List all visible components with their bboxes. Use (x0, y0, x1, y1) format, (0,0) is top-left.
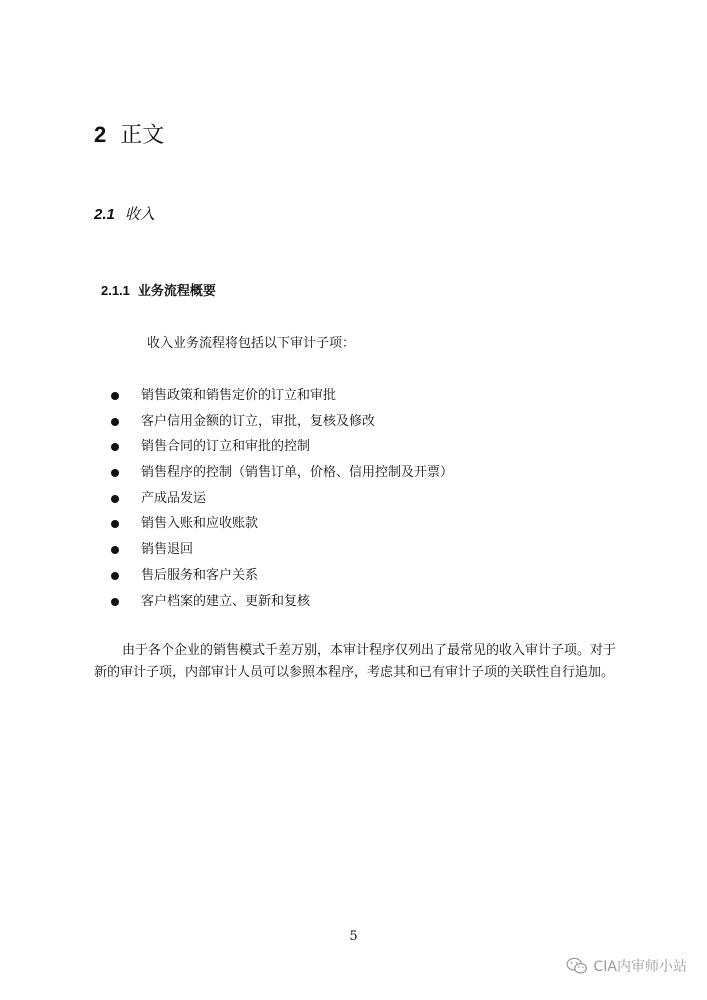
bullet-icon (111, 469, 119, 477)
bullet-icon (111, 418, 119, 426)
bullet-icon (111, 520, 119, 528)
subsection-heading (94, 201, 155, 228)
body-paragraph: 由于各个企业的销售模式千差万别，本审计程序仅列出了最常见的收入审计子项。对于新的审计子项，内部审计人员可以参照本程序，考虑其和已有审计子项的关联性自行追加。 (94, 643, 617, 680)
bullet-icon (111, 598, 119, 606)
list-item (111, 566, 453, 592)
list-item-text: 销售程序的控制（销售订单，价格、信用控制及开票） (141, 465, 454, 481)
watermark (566, 956, 687, 976)
subsubsection-number: 2.1.1 (101, 283, 130, 298)
section-title: 正文 (120, 123, 165, 148)
list-item-text: 销售合同的订立和审批的控制 (141, 439, 311, 455)
section-heading (94, 117, 164, 154)
list-item-text: 售后服务和客户关系 (141, 567, 259, 583)
bullet-icon (111, 443, 119, 451)
bullet-icon (111, 572, 119, 580)
list-item-text: 销售退回 (141, 542, 194, 558)
list-item (111, 386, 453, 412)
list-item (111, 540, 453, 566)
list-item-text: 客户信用金额的订立，审批，复核及修改 (141, 413, 376, 429)
list-item (111, 592, 453, 618)
bullet-icon (111, 546, 119, 554)
list-item-text: 产成品发运 (141, 490, 207, 506)
watermark-text: CIA内审师小站 (593, 959, 687, 975)
subsection-title: 收入 (124, 205, 155, 223)
subsubsection-title: 业务流程概要 (137, 284, 216, 299)
list-item (111, 514, 453, 540)
list-item (111, 463, 453, 489)
wechat-icon (566, 957, 588, 975)
bullet-icon (111, 495, 119, 503)
list-item-text: 销售入账和应收账款 (141, 516, 259, 532)
page-number: 5 (349, 929, 358, 944)
list-item-text: 销售政策和销售定价的订立和审批 (141, 388, 337, 403)
subsection-number: 2.1 (94, 206, 115, 223)
audit-items-list (111, 386, 453, 617)
list-item (111, 437, 453, 463)
intro-text: 收入业务流程将包括以下审计子项： (147, 336, 356, 351)
section-number: 2 (94, 122, 107, 147)
list-item (111, 489, 453, 515)
bullet-icon (111, 392, 119, 400)
list-item (111, 412, 453, 438)
list-item-text: 客户档案的建立、更新和复核 (141, 593, 311, 609)
subsubsection-heading (101, 280, 216, 303)
